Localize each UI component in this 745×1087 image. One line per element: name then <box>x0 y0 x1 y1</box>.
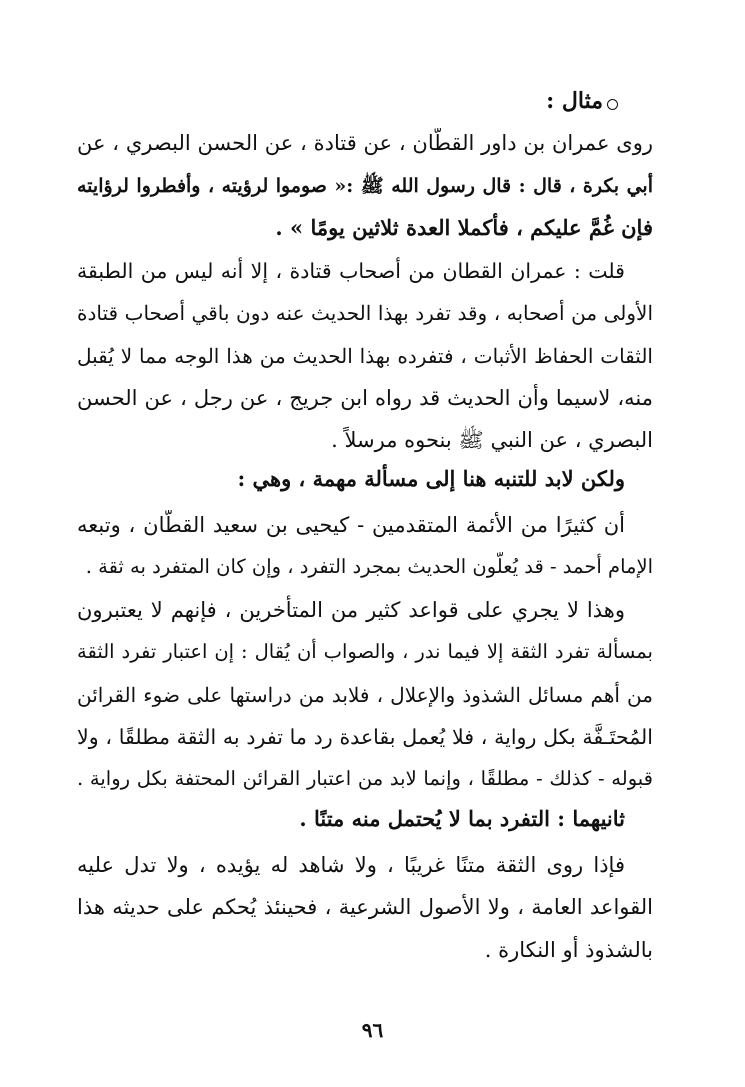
heading-text: مثال : <box>546 88 603 114</box>
text-line: المُحتَـفَّة بكل رواية ، فلا يُعمل بقاعدة رد ما تفرد به الثقة مطلقًا ، ولا <box>77 725 653 749</box>
text-line: قبوله - كذلك - مطلقًا ، وإنما لابد من اعتبار القرائن المحتفة بكل رواية . <box>77 767 653 790</box>
section-heading <box>546 86 618 116</box>
text-line: فإذا روى الثقة متنًا غريبًا ، ولا شاهد له يؤيده ، ولا تدل عليه <box>77 853 625 877</box>
text-line: أن كثيرًا من الأئمة المتقدمين - كيحيى بن سعيد القطَّان ، وتبعه <box>77 513 625 537</box>
text-line: القواعد العامة ، ولا الأصول الشرعية ، فحينئذ يُحكم على حديثه هذا <box>77 895 653 919</box>
text-line-bold: أبي بكرة ، قال : قال رسول الله ﷺ :« صوموا لرؤيته ، وأفطروا لرؤايته <box>77 175 653 197</box>
text-line: وهذا لا يجري على قواعد كثير من المتأخرين ، فإنهم لا يعتبرون <box>77 598 625 622</box>
text-line: قلت : عمران القطان من أصحاب قتادة ، إلا أنه ليس من الطبقة <box>77 259 625 283</box>
text-line: الإمام أحمد - قد يُعلُّون الحديث بمجرد التفرد ، وإن كان المتفرد به ثقة . <box>85 555 653 578</box>
text-line-bold: ولكن لابد للتنبه هنا إلى مسألة مهمة ، وهي : <box>237 466 625 491</box>
text-line: بمسألة تفرد الثقة إلا فيما ندر ، والصواب أن يُقال : إن اعتبار تفرد الثقة <box>77 640 653 663</box>
text-line: روى عمران بن داور القطَّان ، عن قتادة ، عن الحسن البصري ، عن <box>77 131 653 155</box>
circle-bullet-icon <box>607 99 618 110</box>
text-line: من أهم مسائل الشذوذ والإعلال ، فلابد من دراستها على ضوء القرائن <box>77 683 653 707</box>
text-line: الثقات الحفاظ الأثبات ، فتفرده بهذا الحديث من هذا الوجه مما لا يُقبل <box>77 344 653 368</box>
text-line: بالشذوذ أو النكارة . <box>484 938 653 962</box>
text-line-bold: فإن غُمَّ عليكم ، فأكملا العدة ثلاثين يومًا » . <box>275 215 653 240</box>
text-line-bold: ثانيهما : التفرد بما لا يُحتمل منه متنًا . <box>299 806 625 831</box>
text-line: منه، لاسيما وأن الحديث قد رواه ابن جريج ، عن رجل ، عن الحسن <box>77 386 653 410</box>
page-number: ٩٦ <box>361 1018 384 1042</box>
text-line: البصري ، عن النبي ﷺ بنحوه مرسلاً . <box>331 428 653 452</box>
text-line: الأولى من أصحابه ، وقد تفرد بهذا الحديث عنه دون باقي أصحاب قتادة <box>77 301 653 325</box>
